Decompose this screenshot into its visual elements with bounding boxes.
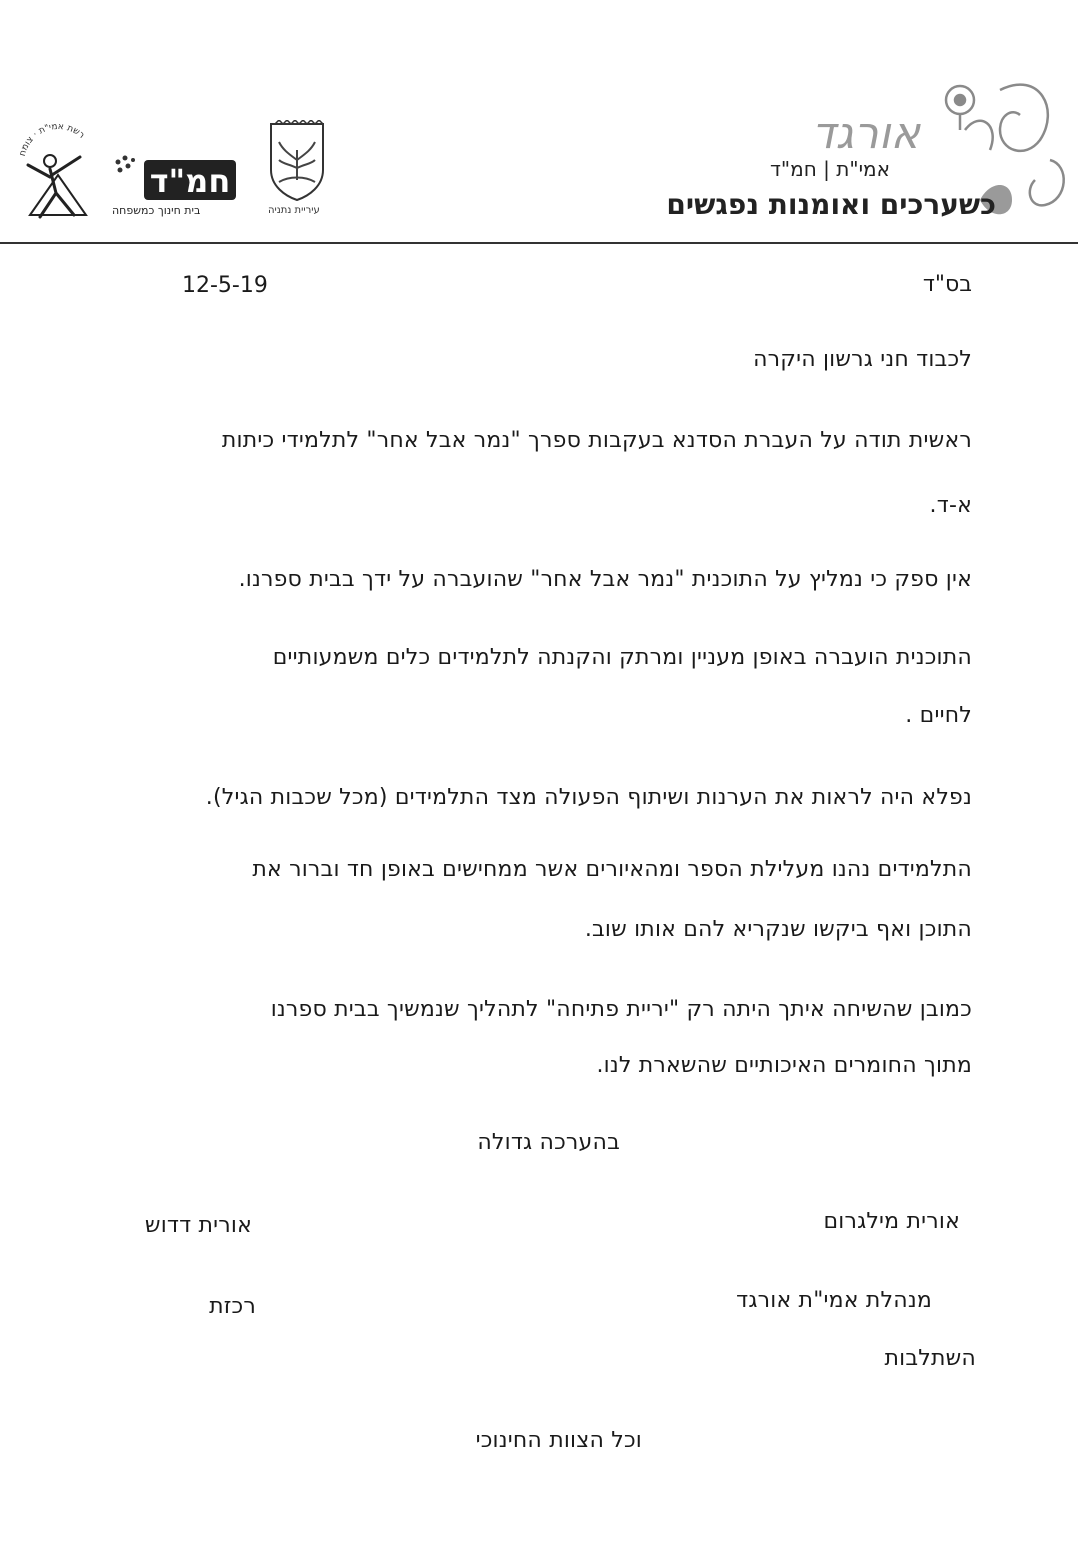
paragraph-line: מתוך החומרים האיכותיים שהשארת לנו. xyxy=(596,1053,972,1078)
brand-subtitle: אמי"ת | חמ"ד xyxy=(770,157,890,181)
paragraph-line: ראשית תודה על העברת הסדנא בעקבות ספרך "נמר אבל אחר" לתלמידי כיתות xyxy=(221,428,972,453)
paragraph-line: אין ספק כי נמליץ על התוכנית "נמר אבל אחר" שהועברה על ידך בבית ספרנו. xyxy=(238,567,972,592)
svg-text:רשת אמי"ת · צומח xyxy=(18,122,86,158)
hemed-wordmark: חמ"ד xyxy=(149,162,231,200)
brand-wordmark: אורגד xyxy=(811,108,920,159)
paragraph-line: כמובן שהשיחה איתך היתה רק "יריית פתיחה" לתהליך שנמשיך בבית ספרנו xyxy=(270,997,972,1022)
paragraph-line: התלמידים נהנו מעלילת הספר ומהאיורים אשר ממחישים באופן חד וברור את xyxy=(252,857,972,882)
paragraph-line: התוכן ואף ביקשו שנקריא להם אותו שוב. xyxy=(584,917,972,942)
hemed-caption: בית חינוך כמשפחה xyxy=(112,204,201,217)
amit-network-logo xyxy=(10,115,106,227)
paragraph-line: נפלא היה לראות את הערנות ושיתוף הפעולה מצד התלמידים (מכל שכבות הגיל). xyxy=(205,785,972,810)
signer2-title-cont: השתלבות xyxy=(884,1346,976,1371)
paragraph-line: לחיים . xyxy=(905,703,972,728)
closing: בהערכה גדולה xyxy=(477,1130,620,1155)
hemed-logo xyxy=(108,150,248,206)
signer2-name: אורית דדוש xyxy=(144,1213,252,1238)
network-caption: רשת אמי"ת · צומח xyxy=(17,121,87,158)
team-signature: וכל הצוות החינוכי xyxy=(475,1428,642,1453)
paragraph-line: התוכנית הועברה באופן מעניין ומרתק והקנתה לתלמידים כלים משמעותיים xyxy=(272,645,972,670)
greeting: לכבוד חני גרשון היקרה xyxy=(753,347,972,372)
municipality-caption: עיריית נתניה xyxy=(268,205,320,216)
signer1-name: אורית מילגרום xyxy=(823,1209,960,1234)
signer2-title: רכזת xyxy=(209,1294,256,1319)
header-divider xyxy=(0,242,1078,244)
brand-tagline: כשערכים ואומנות נפגשים xyxy=(666,188,996,221)
besiyata-heading: בס"ד xyxy=(922,272,972,297)
signer1-title: מנהלת אמי"ת אורגד xyxy=(736,1288,932,1313)
letter-date: 12-5-19 xyxy=(182,273,268,298)
paragraph-line: א-ד. xyxy=(929,493,972,518)
municipality-crest-icon xyxy=(265,120,329,202)
